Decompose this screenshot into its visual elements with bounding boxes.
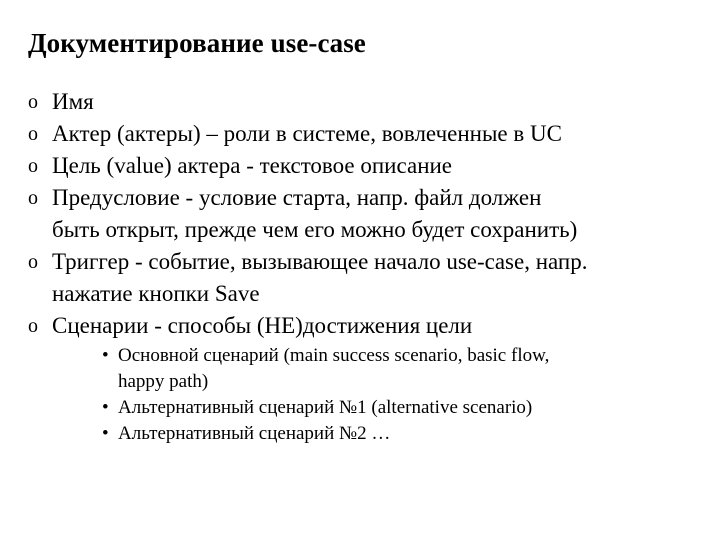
sub-list-item: [52, 343, 714, 395]
circle-bullet-icon: o: [28, 315, 38, 337]
list-item: [28, 182, 714, 246]
circle-bullet-icon: o: [28, 123, 38, 145]
sub-bullet-list: [52, 343, 714, 447]
circle-bullet-icon: o: [28, 155, 38, 177]
list-item: [28, 150, 714, 182]
circle-bullet-icon: o: [28, 91, 38, 113]
item-text: Предусловие - условие старта, напр. файл должен: [52, 185, 542, 210]
dot-bullet-icon: •: [102, 423, 109, 444]
item-text: Имя: [52, 89, 94, 114]
circle-bullet-icon: o: [28, 187, 38, 209]
circle-bullet-icon: o: [28, 251, 38, 273]
list-item: [28, 246, 714, 310]
sub-list-item: [52, 421, 714, 447]
list-item: [28, 86, 714, 118]
sub-item-text-continued: happy path): [118, 371, 209, 392]
item-text: Актер (актеры) – роли в системе, вовлеченные в UC: [52, 121, 562, 146]
dot-bullet-icon: •: [102, 345, 109, 366]
bullet-list: [28, 86, 714, 447]
item-text: Сценарии - способы (НЕ)достижения цели: [52, 313, 473, 338]
list-item: [28, 118, 714, 150]
item-text: Цель (value) актера - текстовое описание: [52, 153, 453, 178]
sub-item-text: Основной сценарий (main success scenario, basic flow,: [118, 345, 550, 366]
item-text: Триггер - событие, вызывающее начало use-case, напр.: [52, 249, 588, 274]
item-text-continued: быть открыт, прежде чем его можно будет сохранить): [52, 217, 578, 242]
sub-list-item: [52, 395, 714, 421]
dot-bullet-icon: •: [102, 397, 109, 418]
sub-item-text: Альтернативный сценарий №1 (alternative scenario): [118, 397, 533, 418]
sub-item-text: Альтернативный сценарий №2 …: [118, 423, 391, 444]
slide-title: Документирование use-case: [28, 28, 366, 58]
list-item: [28, 310, 714, 447]
item-text-continued: нажатие кнопки Save: [52, 281, 260, 306]
